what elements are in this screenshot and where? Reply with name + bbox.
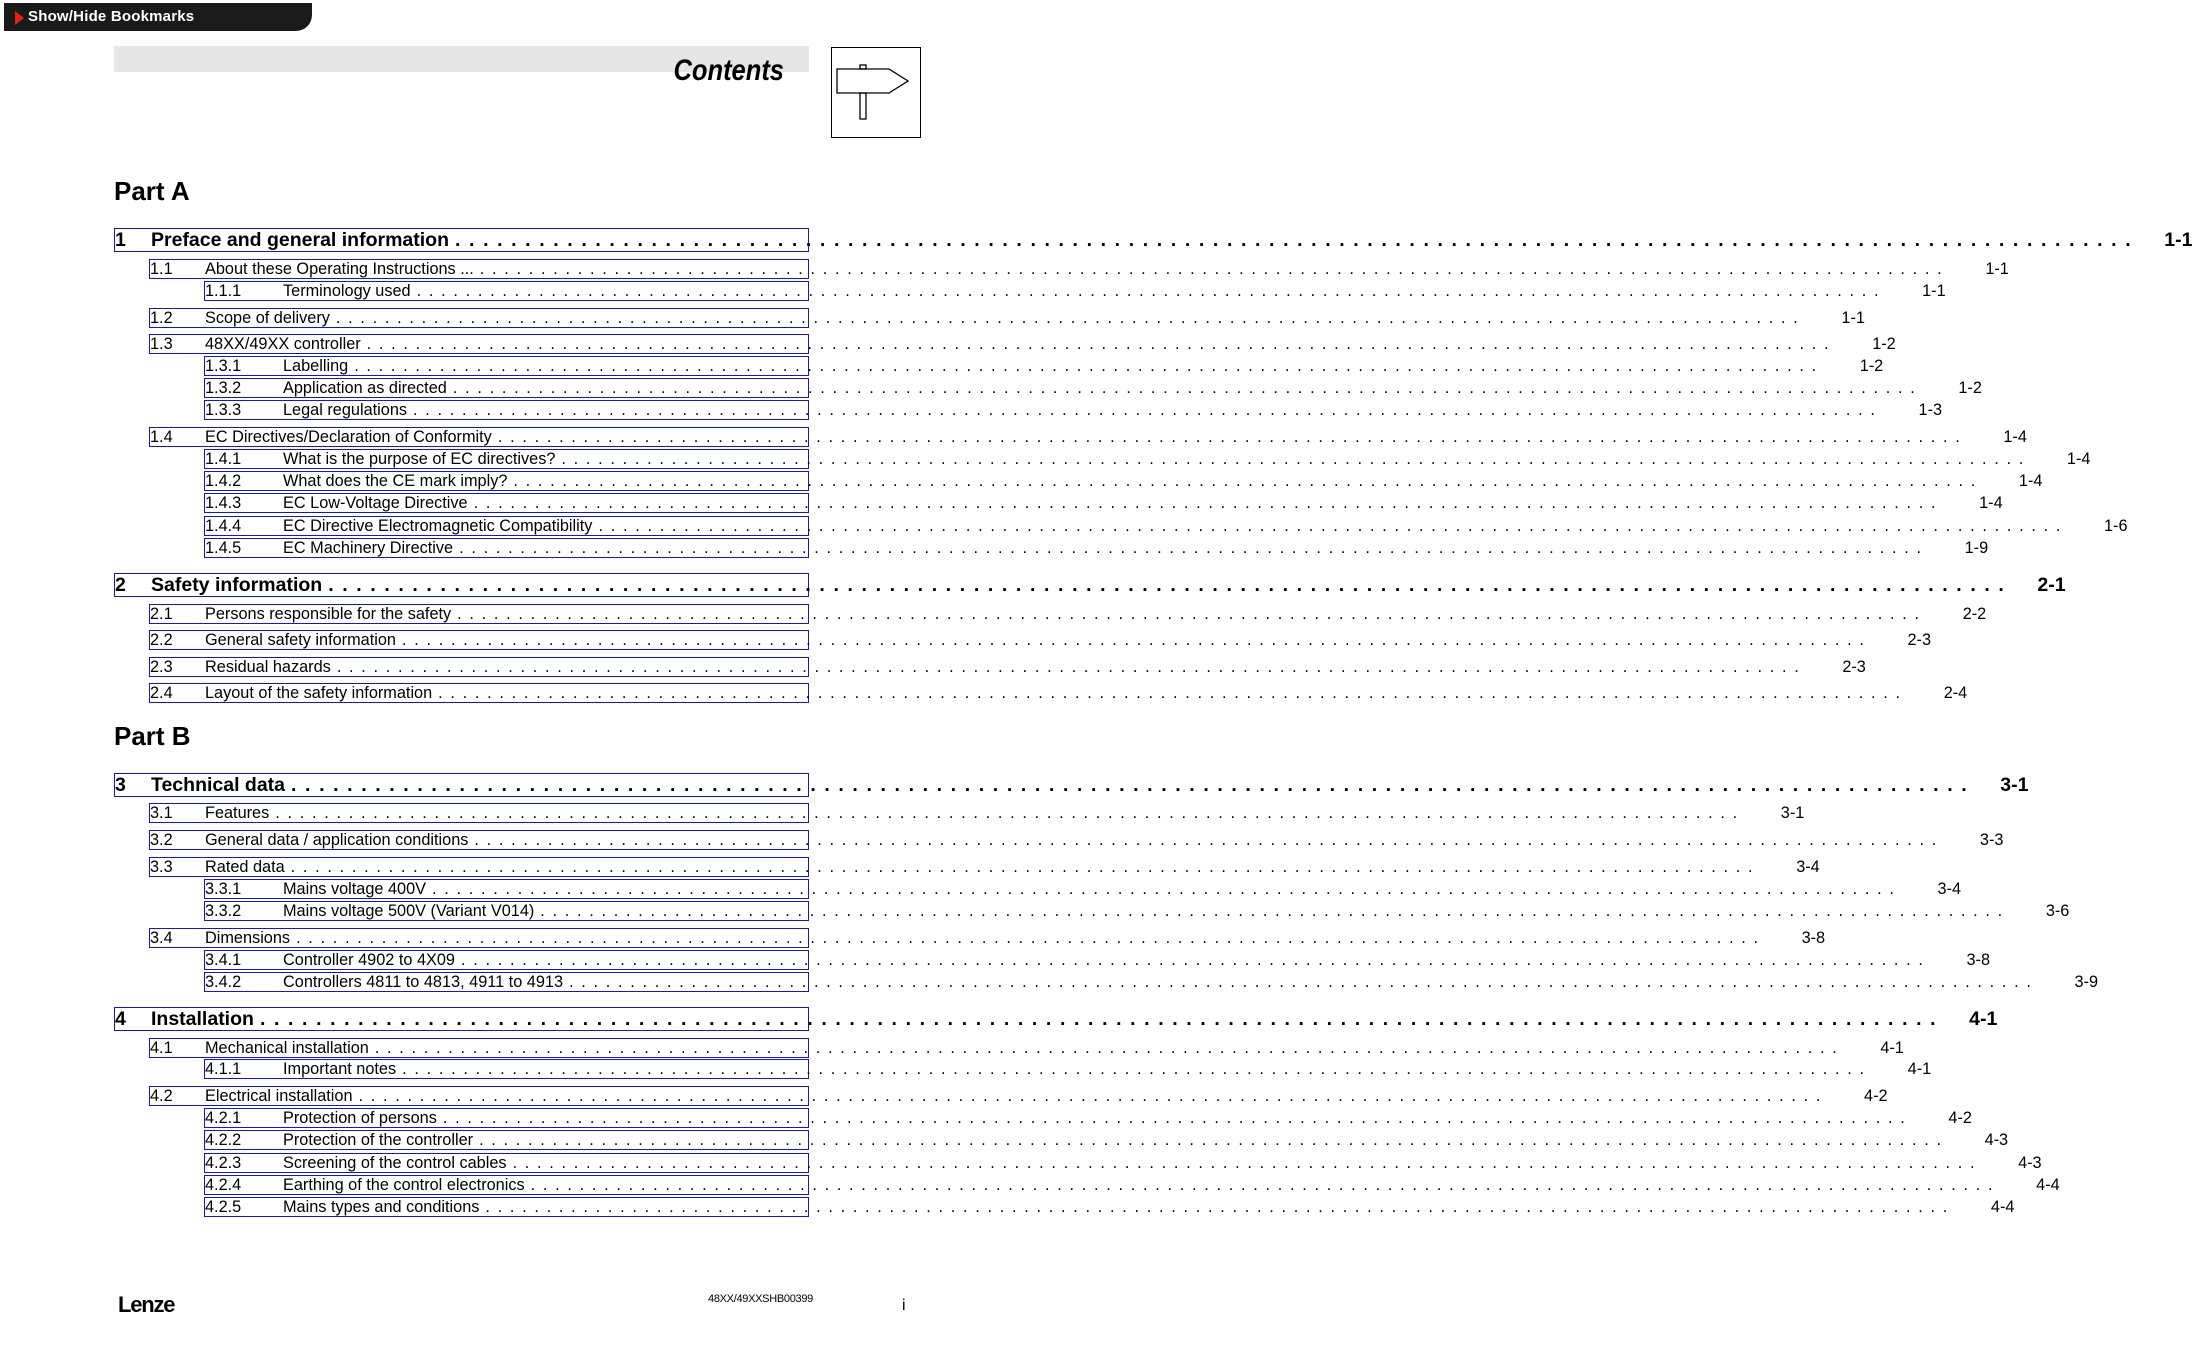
toc-number: 1.4.1	[205, 450, 242, 468]
toc-page: 1-4	[2066, 450, 2091, 468]
toc-section-link[interactable]	[204, 356, 1884, 376]
toc-section-link[interactable]	[149, 928, 1826, 948]
toc-page: 3-8	[1801, 929, 1826, 947]
toc-title: Mechanical installation	[205, 1039, 369, 1057]
toc-leader: . . . . . . . . . . . . . . . . . . . . . . . . . . . . . . . . . . . . . . . . . . . . . . . . . . . . . . . . . . . . . . . . . . . . . . . . . . . . . . . . . . . . . . . . . . . . . . . . . . . . . . . . . . . . . . . . . . . . . . . .	[540, 902, 2004, 920]
toc-number: 1.3.2	[205, 379, 242, 397]
toc-title: Scope of delivery	[205, 309, 330, 327]
toc-number: 4.2.3	[205, 1154, 242, 1172]
toc-page: 4-2	[1948, 1109, 1972, 1127]
toc-title: Persons responsible for the safety	[205, 605, 452, 623]
toc-page: 4-1	[1907, 1060, 1932, 1078]
toc-number: 1.1	[150, 260, 173, 278]
toc-leader: . . . . . . . . . . . . . . . . . . . . . . . . . . . . . . . . . . . . . . . . . . . . . . . . . . . . . . . . . . . . . . . . . . . . . . . . . . . . . . . . . . . . . . . . . . . . . . . . . . . . . . . . . . . . . . . . . . . . . . . .	[402, 1060, 1866, 1078]
toc-chapter-link[interactable]	[114, 1007, 1998, 1031]
toc-section-link[interactable]	[149, 308, 1865, 328]
toc-section-link[interactable]	[149, 803, 1805, 823]
toc-leader: . . . . . . . . . . . . . . . . . . . . . . . . . . . . . . . . . . . . . . . . . . . . . . . . . . . . . . . . . . . . . . . . . . . . . . . . . . . . . . . . . . . . . . . . . . . . . . . . . . . . . . . . . . . . . . . . . . . . . . . .	[497, 428, 1962, 446]
toc-section-link[interactable]	[204, 1108, 1972, 1128]
toc-section-link[interactable]	[204, 400, 1943, 420]
toc-leader: . . . . . . . . . . . . . . . . . . . . . . . . . . . . . . . . . . . . . . . . . . . . . . . . . . . . . . . . . . . . . . . . . . . . . . . . . . . . . . . . . . . . . . . . . . . . . . . . . . . . . . . . . . . . . . . . . . . . . . . .	[401, 631, 1866, 649]
toc-leader: . . . . . . . . . . . . . . . . . . . . . . . . . . . . . . . . . . . . . . . . . . . . . . . . . . . . . . . . . . . . . . . . . . . . . . . . . . . . . . . . . . . . . . . . . . . . . . . . . . . . . . . . . . . . . . . . . . . . . . . .	[336, 658, 1801, 676]
toc-title: Protection of the controller	[283, 1131, 474, 1149]
toc-number: 3	[115, 774, 126, 796]
toc-section-link[interactable]	[204, 972, 2099, 992]
toc-page: 1-1	[1922, 282, 1946, 300]
toc-page: 4-2	[1864, 1087, 1888, 1105]
toc-page: 3-8	[1966, 951, 1991, 969]
toc-number: 4	[115, 1008, 126, 1030]
toc-title: General data / application conditions	[205, 831, 469, 849]
toc-title: Technical data	[151, 774, 286, 796]
toc-title: Dimensions	[205, 929, 291, 947]
toc-number: 4.2.2	[205, 1131, 242, 1149]
toc-page: 4-1	[1969, 1008, 1998, 1030]
toc-page: 2-1	[2037, 574, 2066, 596]
toc-title: Mains voltage 400V	[283, 880, 427, 898]
toc-section-link[interactable]	[149, 1086, 1888, 1106]
toc-leader: . . . . . . . . . . . . . . . . . . . . . . . . . . . . . . . . . . . . . . . . . . . . . . . . . . . . . . . . . . . . . . . . . . . . . . . . . . . . . . . . . . . . . . . . . . . . . . . . . . . . . . . . . . . . . . . . . . . . . . . .	[413, 401, 1877, 419]
toc-title: EC Directives/Declaration of Conformity	[205, 428, 492, 446]
toc-section-link[interactable]	[204, 950, 1991, 970]
toc-leader: . . . . . . . . . . . . . . . . . . . . . . . . . . . . . . . . . . . . . . . . . . . . . . . . . . . . . . . . . . . . . . . . . . . . . . . . . . . . . . . . . . . . . . . . . . . . . . . . . . . . . . . . . . . . . . . . . . . . . . . .	[455, 229, 2133, 251]
bookmark-tab-label: Show/Hide Bookmarks	[28, 8, 195, 25]
toc-leader: . . . . . . . . . . . . . . . . . . . . . . . . . . . . . . . . . . . . . . . . . . . . . . . . . . . . . . . . . . . . . . . . . . . . . . . . . . . . . . . . . . . . . . . . . . . . . . . . . . . . . . . . . . . . . . . . . . . . . . . .	[512, 1154, 1977, 1172]
toc-number: 1.4.2	[205, 472, 242, 490]
toc-page: 2-4	[1943, 684, 1968, 702]
toc-number: 1	[115, 229, 126, 251]
toc-number: 1.3	[150, 335, 173, 353]
toc-title: 48XX/49XX controller	[205, 335, 361, 353]
toc-chapter-link[interactable]	[114, 573, 2066, 597]
toc-leader: . . . . . . . . . . . . . . . . . . . . . . . . . . . . . . . . . . . . . . . . . . . . . . . . . . . . . . . . . . . . . . . . . . . . . . . . . . . . . . . . . . . . . . . . . . . . . . . . . . . . . . . . . . . . . . . . . . . . . . . .	[275, 804, 1739, 822]
toc-number: 3.3.1	[205, 880, 242, 898]
toc-number: 1.4.5	[205, 539, 242, 557]
toc-number: 1.4.3	[205, 494, 242, 512]
toc-section-link[interactable]	[204, 1130, 2009, 1150]
toc-section-link[interactable]	[204, 378, 1982, 398]
toc-page: 4-3	[1984, 1131, 2009, 1149]
toc-title: Residual hazards	[205, 658, 331, 676]
toc-chapter-link[interactable]	[114, 773, 2029, 797]
toc-page: 1-2	[1872, 335, 1896, 353]
toc-leader: . . . . . . . . . . . . . . . . . . . . . . . . . . . . . . . . . . . . . . . . . . . . . . . . . . . . . . . . . . . . . . . . . . . . . . . . . . . . . . . . . . . . . . . . . . . . . . . . . . . . . . . . . . . . . . . . . . . . . . . .	[530, 1176, 1995, 1194]
toc-number: 3.3	[150, 858, 173, 876]
toc-leader: . . . . . . . . . . . . . . . . . . . . . . . . . . . . . . . . . . . . . . . . . . . . . . . . . . . . . . . . . . . . . . . . . . . . . . . . . . . . . . . . . . . . . . . . . . . . . . . . . . . . . . . . . . . . . . . . . . . . . . . .	[438, 684, 1902, 702]
toc-leader: . . . . . . . . . . . . . . . . . . . . . . . . . . . . . . . . . . . . . . . . . . . . . . . . . . . . . . . . . . . . . . . . . . . . . . . . . . . . . . . . . . . . . . . . . . . . . . . . . . . . . . . . . . . . . . . . . . . . . . . .	[374, 1039, 1839, 1057]
toc-page: 2-3	[1907, 631, 1932, 649]
signpost-icon	[832, 48, 920, 137]
toc-leader: . . . . . . . . . . . . . . . . . . . . . . . . . . . . . . . . . . . . . . . . . . . . . . . . . . . . . . . . . . . . . . . . . . . . . . . . . . . . . . . . . . . . . . . . . . . . . . . . . . . . . . . . . . . . . . . . . . . . . . . .	[598, 517, 2062, 535]
toc-page: 1-9	[1964, 539, 1989, 557]
toc-section-link[interactable]	[204, 449, 2091, 469]
toc-section-link[interactable]	[204, 901, 2070, 921]
toc-section-link[interactable]	[204, 1153, 2042, 1173]
toc-number: 1.2	[150, 309, 173, 327]
toc-section-link[interactable]	[149, 630, 1932, 650]
toc-section-link[interactable]	[204, 493, 2003, 513]
toc-title: Terminology used	[283, 282, 411, 300]
toc-section-link[interactable]	[204, 516, 2128, 536]
toc-title: Mains voltage 500V (Variant V014)	[283, 902, 535, 920]
toc-leader: . . . . . . . . . . . . . . . . . . . . . . . . . . . . . . . . . . . . . . . . . . . . . . . . . . . . . . . . . . . . . . . . . . . . . . . . . . . . . . . . . . . . . . . . . . . . . . . . . . . . . . . . . . . . . . . . . . . . . . . .	[442, 1109, 1907, 1127]
signpost-icon-box	[831, 47, 921, 138]
toc-page: 3-3	[1979, 831, 2004, 849]
toc-section-link[interactable]	[204, 538, 1989, 558]
toc-number: 1.4	[150, 428, 173, 446]
toc-page: 4-4	[2036, 1176, 2060, 1194]
toc-page: 3-4	[1937, 880, 1962, 898]
toc-section-link[interactable]	[149, 683, 1968, 703]
part-a-heading: Part A	[114, 176, 190, 206]
toc-leader: . . . . . . . . . . . . . . . . . . . . . . . . . . . . . . . . . . . . . . . . . . . . . . . . . . . . . . . . . . . . . . . . . . . . . . . . . . . . . . . . . . . . . . . . . . . . . . . . . . . . . . . . . . . . . . . . . . . . . . . .	[291, 774, 1969, 796]
bookmark-triangle-icon	[15, 11, 24, 25]
toc-number: 4.1.1	[205, 1060, 242, 1078]
toc-leader: . . . . . . . . . . . . . . . . . . . . . . . . . . . . . . . . . . . . . . . . . . . . . . . . . . . . . . . . . . . . . . . . . . . . . . . . . . . . . . . . . . . . . . . . . . . . . . . . . . . . . . . . . . . . . . . . . . . . . . . .	[569, 973, 2033, 991]
page-number: i	[902, 1297, 906, 1314]
toc-leader: . . . . . . . . . . . . . . . . . . . . . . . . . . . . . . . . . . . . . . . . . . . . . . . . . . . . . . . . . . . . . . . . . . . . . . . . . . . . . . . . . . . . . . . . . . . . . . . . . . . . . . . . . . . . . . . . . . . . . . . .	[290, 858, 1755, 876]
toc-number: 1.3.3	[205, 401, 242, 419]
toc-number: 1.4.4	[205, 517, 242, 535]
toc-leader: . . . . . . . . . . . . . . . . . . . . . . . . . . . . . . . . . . . . . . . . . . . . . . . . . . . . . . . . . . . . . . . . . . . . . . . . . . . . . . . . . . . . . . . . . . . . . . . . . . . . . . . . . . . . . . . . . . . . . . . .	[479, 260, 1944, 278]
toc-leader: . . . . . . . . . . . . . . . . . . . . . . . . . . . . . . . . . . . . . . . . . . . . . . . . . . . . . . . . . . . . . . . . . . . . . . . . . . . . . . . . . . . . . . . . . . . . . . . . . . . . . . . . . . . . . . . . . . . . . . . .	[296, 929, 1760, 947]
toc-title: What is the purpose of EC directives?	[283, 450, 556, 468]
toc-page: 1-4	[1979, 494, 2003, 512]
toc-title: Legal regulations	[283, 401, 408, 419]
toc-number: 1.1.1	[205, 282, 242, 300]
toc-leader: . . . . . . . . . . . . . . . . . . . . . . . . . . . . . . . . . . . . . . . . . . . . . . . . . . . . . . . . . . . . . . . . . . . . . . . . . . . . . . . . . . . . . . . . . . . . . . . . . . . . . . . . . . . . . . . . . . . . . . . .	[358, 1087, 1823, 1105]
toc-leader: . . . . . . . . . . . . . . . . . . . . . . . . . . . . . . . . . . . . . . . . . . . . . . . . . . . . . . . . . . . . . . . . . . . . . . . . . . . . . . . . . . . . . . . . . . . . . . . . . . . . . . . . . . . . . . . . . . . . . . . .	[473, 494, 1938, 512]
document-code: 48XX/49XXSHB00399	[708, 1293, 813, 1305]
toc-number: 3.1	[150, 804, 173, 822]
toc-leader: . . . . . . . . . . . . . . . . . . . . . . . . . . . . . . . . . . . . . . . . . . . . . . . . . . . . . . . . . . . . . . . . . . . . . . . . . . . . . . . . . . . . . . . . . . . . . . . . . . . . . . . . . . . . . . . . . . . . . . . .	[416, 282, 1881, 300]
toc-title: Controller 4902 to 4X09	[283, 951, 455, 969]
toc-page: 4-1	[1880, 1039, 1904, 1057]
toc-leader: . . . . . . . . . . . . . . . . . . . . . . . . . . . . . . . . . . . . . . . . . . . . . . . . . . . . . . . . . . . . . . . . . . . . . . . . . . . . . . . . . . . . . . . . . . . . . . . . . . . . . . . . . . . . . . . . . . . . . . . .	[366, 335, 1831, 353]
toc-number: 2.1	[150, 605, 173, 623]
toc-section-link[interactable]	[149, 830, 2004, 850]
toc-leader: . . . . . . . . . . . . . . . . . . . . . . . . . . . . . . . . . . . . . . . . . . . . . . . . . . . . . . . . . . . . . . . . . . . . . . . . . . . . . . . . . . . . . . . . . . . . . . . . . . . . . . . . . . . . . . . . . . . . . . . .	[259, 1008, 1938, 1030]
toc-title: Important notes	[283, 1060, 397, 1078]
toc-page: 1-6	[2103, 517, 2128, 535]
toc-page: 3-4	[1796, 858, 1820, 876]
toc-title: Installation	[151, 1008, 254, 1030]
toc-section-link[interactable]	[204, 281, 1946, 301]
toc-title: EC Directive Electromagnetic Compatibility	[283, 517, 593, 535]
toc-number: 3.4	[150, 929, 173, 947]
toc-number: 3.3.2	[205, 902, 242, 920]
toc-leader: . . . . . . . . . . . . . . . . . . . . . . . . . . . . . . . . . . . . . . . . . . . . . . . . . . . . . . . . . . . . . . . . . . . . . . . . . . . . . . . . . . . . . . . . . . . . . . . . . . . . . . . . . . . . . . . . . . . . . . . .	[459, 539, 1923, 557]
toc-title: Protection of persons	[283, 1109, 437, 1127]
toc-title: Features	[205, 804, 270, 822]
toc-page: 4-4	[1990, 1198, 2015, 1216]
toc-title: Controllers 4811 to 4813, 4911 to 4913	[283, 973, 563, 991]
toc-leader: . . . . . . . . . . . . . . . . . . . . . . . . . . . . . . . . . . . . . . . . . . . . . . . . . . . . . . . . . . . . . . . . . . . . . . . . . . . . . . . . . . . . . . . . . . . . . . . . . . . . . . . . . . . . . . . . . . . . . . . .	[513, 472, 1977, 490]
toc-title: Application as directed	[283, 379, 447, 397]
toc-number: 1.3.1	[205, 357, 242, 375]
toc-number: 4.2	[150, 1087, 173, 1105]
toc-section-link[interactable]	[149, 657, 1866, 677]
lenze-logo: Lenze	[118, 1292, 175, 1317]
toc-leader: . . . . . . . . . . . . . . . . . . . . . . . . . . . . . . . . . . . . . . . . . . . . . . . . . . . . . . . . . . . . . . . . . . . . . . . . . . . . . . . . . . . . . . . . . . . . . . . . . . . . . . . . . . . . . . . . . . . . . . . .	[354, 357, 1818, 375]
toc-chapter-link[interactable]	[114, 228, 2192, 252]
toc-leader: . . . . . . . . . . . . . . . . . . . . . . . . . . . . . . . . . . . . . . . . . . . . . . . . . . . . . . . . . . . . . . . . . . . . . . . . . . . . . . . . . . . . . . . . . . . . . . . . . . . . . . . . . . . . . . . . . . . . . . . .	[457, 605, 1921, 623]
toc-title: Screening of the control cables	[283, 1154, 507, 1172]
toc-page: 1-1	[2164, 229, 2192, 251]
toc-title: Labelling	[283, 357, 349, 375]
toc-number: 4.2.4	[205, 1176, 242, 1194]
toc-page: 1-2	[1958, 379, 1982, 397]
toc-section-link[interactable]	[204, 1059, 1932, 1079]
toc-title: Earthing of the control electronics	[283, 1176, 525, 1194]
toc-number: 2.3	[150, 658, 173, 676]
toc-title: Safety information	[151, 574, 323, 596]
toc-page: 1-4	[2003, 428, 2027, 446]
part-b-heading: Part B	[114, 721, 191, 751]
toc-title: Layout of the safety information	[205, 684, 433, 702]
toc-section-link[interactable]	[204, 879, 1962, 899]
toc-page: 1-2	[1859, 357, 1884, 375]
show-hide-bookmarks-button[interactable]	[4, 3, 312, 31]
toc-number: 3.4.1	[205, 951, 242, 969]
toc-number: 2.4	[150, 684, 173, 702]
toc-page: 2-2	[1962, 605, 1987, 623]
toc-number: 4.1	[150, 1039, 173, 1057]
toc-page: 1-4	[2018, 472, 2043, 490]
toc-page: 3-6	[2045, 902, 2070, 920]
toc-number: 4.2.5	[205, 1198, 242, 1216]
toc-number: 2	[115, 574, 126, 596]
toc-title: General safety information	[205, 631, 396, 649]
toc-number: 2.2	[150, 631, 173, 649]
toc-title: Preface and general information	[151, 229, 449, 251]
toc-title: What does the CE mark imply?	[283, 472, 508, 490]
toc-leader: . . . . . . . . . . . . . . . . . . . . . . . . . . . . . . . . . . . . . . . . . . . . . . . . . . . . . . . . . . . . . . . . . . . . . . . . . . . . . . . . . . . . . . . . . . . . . . . . . . . . . . . . . . . . . . . . . . . . . . . .	[474, 831, 1938, 849]
toc-number: 4.2.1	[205, 1109, 242, 1127]
toc-leader: . . . . . . . . . . . . . . . . . . . . . . . . . . . . . . . . . . . . . . . . . . . . . . . . . . . . . . . . . . . . . . . . . . . . . . . . . . . . . . . . . . . . . . . . . . . . . . . . . . . . . . . . . . . . . . . . . . . . . . . .	[485, 1198, 1949, 1216]
toc-page: 3-9	[2074, 973, 2099, 991]
toc-number: 3.4.2	[205, 973, 242, 991]
toc-title: Rated data	[205, 858, 285, 876]
toc-number: 3.2	[150, 831, 173, 849]
toc-leader: . . . . . . . . . . . . . . . . . . . . . . . . . . . . . . . . . . . . . . . . . . . . . . . . . . . . . . . . . . . . . . . . . . . . . . . . . . . . . . . . . . . . . . . . . . . . . . . . . . . . . . . . . . . . . . . . . . . . . . . .	[335, 309, 1800, 327]
toc-section-link[interactable]	[204, 1175, 2060, 1195]
toc-page: 1-1	[1841, 309, 1865, 327]
page-title: Contents	[673, 54, 784, 87]
toc-section-link[interactable]	[149, 1038, 1904, 1058]
toc-leader: . . . . . . . . . . . . . . . . . . . . . . . . . . . . . . . . . . . . . . . . . . . . . . . . . . . . . . . . . . . . . . . . . . . . . . . . . . . . . . . . . . . . . . . . . . . . . . . . . . . . . . . . . . . . . . . . . . . . . . . .	[561, 450, 2025, 468]
toc-title: EC Machinery Directive	[283, 539, 454, 557]
toc-title: Electrical installation	[205, 1087, 353, 1105]
toc-section-link[interactable]	[149, 604, 1987, 624]
toc-title: Mains types and conditions	[283, 1198, 480, 1216]
toc-leader: . . . . . . . . . . . . . . . . . . . . . . . . . . . . . . . . . . . . . . . . . . . . . . . . . . . . . . . . . . . . . . . . . . . . . . . . . . . . . . . . . . . . . . . . . . . . . . . . . . . . . . . . . . . . . . . . . . . . . . . .	[452, 379, 1917, 397]
toc-page: 1-1	[1985, 260, 2009, 278]
toc-page: 3-1	[1780, 804, 1805, 822]
toc-page: 2-3	[1842, 658, 1866, 676]
toc-title: About these Operating Instructions ...	[205, 260, 474, 278]
toc-section-link[interactable]	[149, 857, 1820, 877]
toc-title: EC Low-Voltage Directive	[283, 494, 468, 512]
toc-leader: . . . . . . . . . . . . . . . . . . . . . . . . . . . . . . . . . . . . . . . . . . . . . . . . . . . . . . . . . . . . . . . . . . . . . . . . . . . . . . . . . . . . . . . . . . . . . . . . . . . . . . . . . . . . . . . . . . . . . . . .	[432, 880, 1896, 898]
toc-page: 1-3	[1918, 401, 1943, 419]
toc-page: 4-3	[2018, 1154, 2042, 1172]
toc-page: 3-1	[2000, 774, 2029, 796]
toc-leader: . . . . . . . . . . . . . . . . . . . . . . . . . . . . . . . . . . . . . . . . . . . . . . . . . . . . . . . . . . . . . . . . . . . . . . . . . . . . . . . . . . . . . . . . . . . . . . . . . . . . . . . . . . . . . . . . . . . . . . . .	[460, 951, 1925, 969]
toc-section-link[interactable]	[204, 471, 2043, 491]
toc-section-link[interactable]	[149, 427, 2027, 447]
toc-section-link[interactable]	[149, 334, 1896, 354]
toc-leader: . . . . . . . . . . . . . . . . . . . . . . . . . . . . . . . . . . . . . . . . . . . . . . . . . . . . . . . . . . . . . . . . . . . . . . . . . . . . . . . . . . . . . . . . . . . . . . . . . . . . . . . . . . . . . . . . . . . . . . . .	[479, 1131, 1943, 1149]
toc-section-link[interactable]	[204, 1197, 2015, 1217]
toc-section-link[interactable]	[149, 259, 2009, 279]
toc-leader: . . . . . . . . . . . . . . . . . . . . . . . . . . . . . . . . . . . . . . . . . . . . . . . . . . . . . . . . . . . . . . . . . . . . . . . . . . . . . . . . . . . . . . . . . . . . . . . . . . . . . . . . . . . . . . . . . . . . . . . .	[328, 574, 2006, 596]
